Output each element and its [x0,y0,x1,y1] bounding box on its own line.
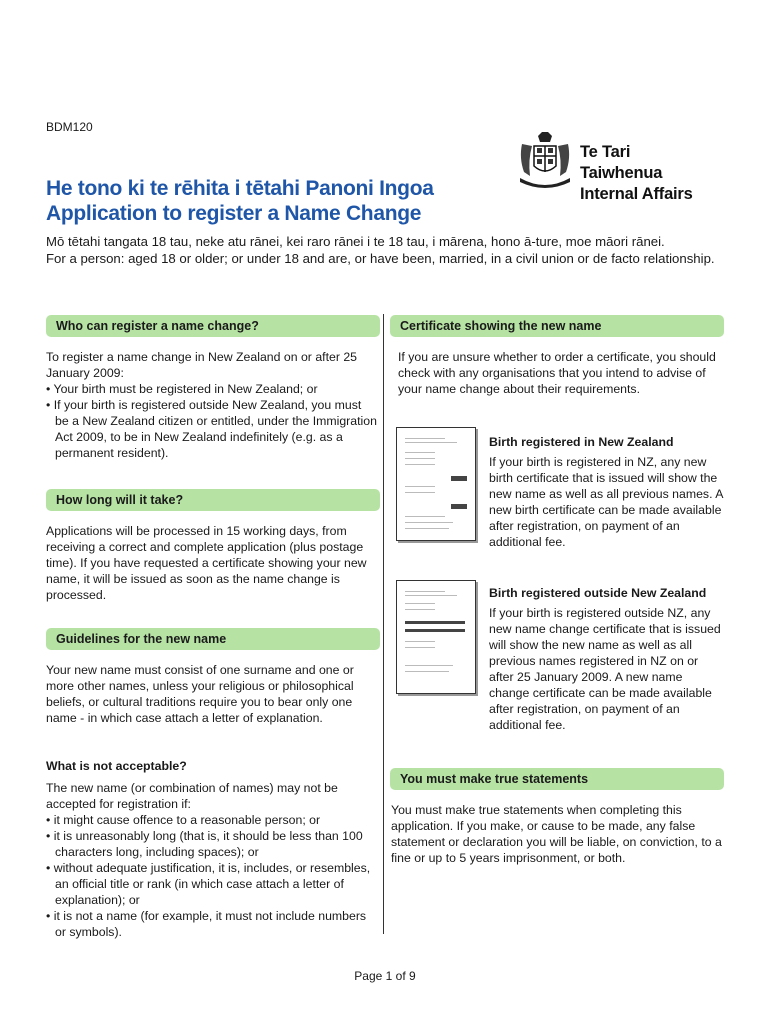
birth-nz-text: If your birth is registered in NZ, any new birth certificate that is issued will show the new name as well as all previous names. A new birth certificate can be made available after registration, on payment of an additional fee. [489,455,723,549]
guidelines-heading: Guidelines for the new name [46,628,380,650]
who-section [46,349,378,461]
birth-outside-heading: Birth registered outside New Zealand [489,586,707,600]
logo-line-2: Internal Affairs [580,185,693,203]
true-statements-heading: You must make true statements [390,768,724,790]
birth-nz-heading: Birth registered in New Zealand [489,435,674,449]
logo-line-1: Te Tari Taiwhenua [580,143,663,182]
not-acceptable-bullet: • it is unreasonably long (that is, it should be less than 100 characters long, including spaces); or [46,829,363,859]
not-acceptable-bullet: • it might cause offence to a reasonable person; or [46,813,321,827]
how-long-text: Applications will be processed in 15 working days, from receiving a correct and complete application (plus postage time). If you have requested a certificate showing your new name, it will be issued as soon as the name change is processed. [46,524,367,602]
not-acceptable-heading: What is not acceptable? [46,759,187,773]
title-maori: He tono ki te rēhita i tētahi Panoni Ingoa [46,177,434,200]
who-bullet: • If your birth is registered outside New Zealand, you must be a New Zealand citizen or entitled, under the Immigration Act 2009, to be in New Zealand indefinitely (e.g. as a permanent resident). [46,398,377,460]
not-acceptable-bullet: • it is not a name (for example, it must not include numbers or symbols). [46,909,367,939]
coat-of-arms-icon [516,132,574,192]
name-change-certificate-thumbnail [396,580,476,694]
form-code: BDM120 [46,120,93,134]
column-divider [383,314,384,934]
not-acceptable-text: The new name (or combination of names) may not be accepted for registration if: [46,781,338,811]
how-long-heading: How long will it take? [46,489,380,511]
certificate-heading: Certificate showing the new name [390,315,724,337]
internal-affairs-logo [516,132,716,203]
page-number: Page 1 of 9 [354,969,416,983]
nz-birth-certificate-thumbnail [396,427,476,541]
who-bullet: • Your birth must be registered in New Zealand; or [46,382,318,396]
birth-outside-section [489,585,725,733]
intro-english: For a person: aged 18 or older; or under 18 and are, or have been, married, in a civil union or de facto relationship. [46,251,715,266]
birth-outside-text: If your birth is registered outside NZ, any new name change certificate that is issued will show the new name as well as all previous names registered in NZ on or after 25 January 2009. A new name change certificate can be made available after registration, on payment of an additional fee. [489,606,721,732]
intro [46,233,726,267]
guidelines-text: Your new name must consist of one surname and one or more other names, unless your religious or philosophical beliefs, or cultural traditions require you to bear only one name - in which case attach a letter of explanation. [46,663,354,725]
not-acceptable-bullet: • without adequate justification, it is, includes, or resembles, an official title or rank (in which case attach a letter of explanation); or [46,861,371,907]
intro-maori: Mō tētahi tangata 18 tau, neke atu rānei, kei raro rānei i te 18 tau, i mārena, hono ā-ture, moe māori rānei. [46,234,665,249]
who-heading: Who can register a name change? [46,315,380,337]
true-statements-text: You must make true statements when completing this application. If you make, or cause to be made, any false statement or declaration you will be liable, on conviction, to a fine or up to 5 years imprisonment, or both. [391,803,722,865]
who-text: To register a name change in New Zealand on or after 25 January 2009: [46,350,358,380]
birth-nz-section [489,434,725,550]
title-english: Application to register a Name Change [46,202,422,225]
not-acceptable-section [46,758,380,940]
certificate-text: If you are unsure whether to order a certificate, you should check with any organisations that you intend to advise of your name change about their requirements. [398,350,716,396]
